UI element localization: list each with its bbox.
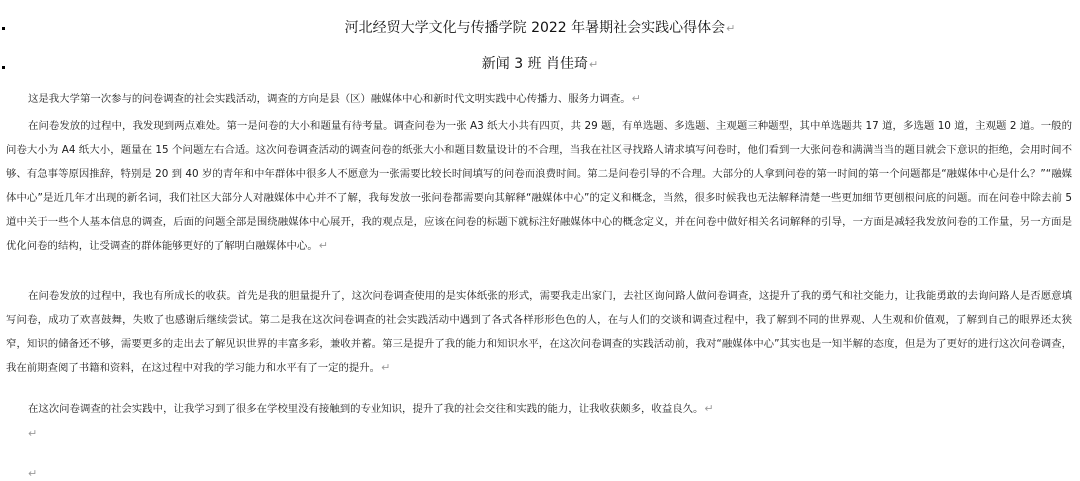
paragraph-text: 这是我大学第一次参与的问卷调查的社会实践活动，调查的方向是县（区）融媒体中心和新时代文明实践中心传播力、服务力调查。 xyxy=(28,93,631,105)
empty-paragraph-mark-icon[interactable]: ↵ xyxy=(28,427,38,440)
body-paragraph-3[interactable] xyxy=(6,284,1072,380)
paragraph-text: 在问卷发放的过程中，我也有所成长的收获。首先是我的胆量提升了，这次问卷调查使用的是实体纸张的形式，需要我走出家门，去社区询问路人做问卷调查，这提升了我的勇气和社交能力，让我能勇敢的去询问路人是否愿意填写问卷，成功了欢喜鼓舞，失败了也感谢后继续尝试。第二是我在这次问卷调查的社会实践活动中遇到了各式各样形形色色的人，在与人们的交谈和调查过程中，我了解到不同的世界观、人生观和价值观，了解到自己的眼界还太狭窄，知识的储备还不够，需要更多的走出去了解见识世界的丰富多彩，兼收并蓄。第三是提升了我的能力和知识水平，在这次问卷调查的实践活动前，我对“融媒体中心”其实也是一知半解的态度，但是为了更好的进行这次问卷调查，我在前期查阅了书籍和资料，在这过程中对我的学习能力和水平有了一定的提升。 xyxy=(6,290,1072,374)
document-subtitle[interactable] xyxy=(0,54,1080,75)
document-subtitle-text: 新闻 3 班 肖佳琦 xyxy=(481,56,589,72)
empty-paragraph-mark-icon[interactable]: ↵ xyxy=(28,467,38,480)
paragraph-mark-icon: ↵ xyxy=(726,22,736,35)
body-paragraph-1[interactable] xyxy=(6,87,1072,111)
paragraph-mark-icon: ↵ xyxy=(704,402,714,415)
paragraph-mark-icon: ↵ xyxy=(381,361,391,374)
paragraph-mark-icon: ↵ xyxy=(631,92,641,105)
paragraph-text: 在问卷发放的过程中，我发现到两点难处。第一是问卷的大小和题量有待考量。调查问卷为一张 A3 纸大小共有四页，共 29 题，有单选题、多选题、主观题三种题型，其中单选题共 17 道，多选题 10 道，主观题 2 道。一般的问卷大小为 A4 纸大小，题量在 15 个问题左右合适。这次问卷调查活动的调查问卷的纸张大小和题目数量设计的不合理，当我在社区寻找路人请求填写问卷时，他们看到一大张问卷和满满当当的题目就会下意识的拒绝，会用时间不够、有急事等原因推辞，特别是 20 到 40 岁的青年和中年群体中很多人不愿意为一张需要比较长时间填写的问卷而浪费时间。第二是问卷引导的不合理。大部分的人拿到问卷的第一时间的第一个问题都是“融媒体中心是什么？”“融媒体中心”是近几年才出现的新名词，我们社区大部分人对融媒体中心并不了解，我每发放一张问卷都需要向其解释“融媒体中心”的定义和概念，当然，很多时候我也无法解释清楚一些更加细节更刨根问底的问题。而在问卷中除去前 5 道中关于一些个人基本信息的调查，后面的问题全部是围绕融媒体中心展开，我的观点是，应该在问卷的标题下就标注好融媒体中心的概念定义，并在问卷中做好相关名词解释的引导，一方面是减轻我发放问卷的工作量，另一方面是优化问卷的结构，让受调查的群体能够更好的了解明白融媒体中心。 xyxy=(6,120,1072,252)
document-title[interactable] xyxy=(0,18,1080,39)
body-paragraph-4[interactable] xyxy=(6,397,1072,421)
paragraph-text: 在这次问卷调查的社会实践中，让我学习到了很多在学校里没有接触到的专业知识，提升了我的社会交往和实践的能力，让我收获颇多，收益良久。 xyxy=(28,403,704,415)
paragraph-mark-icon: ↵ xyxy=(318,239,328,252)
body-paragraph-2[interactable] xyxy=(6,114,1072,258)
paragraph-mark-icon: ↵ xyxy=(589,58,599,71)
document-title-text: 河北经贸大学文化与传播学院 2022 年暑期社会实践心得体会 xyxy=(344,20,726,36)
